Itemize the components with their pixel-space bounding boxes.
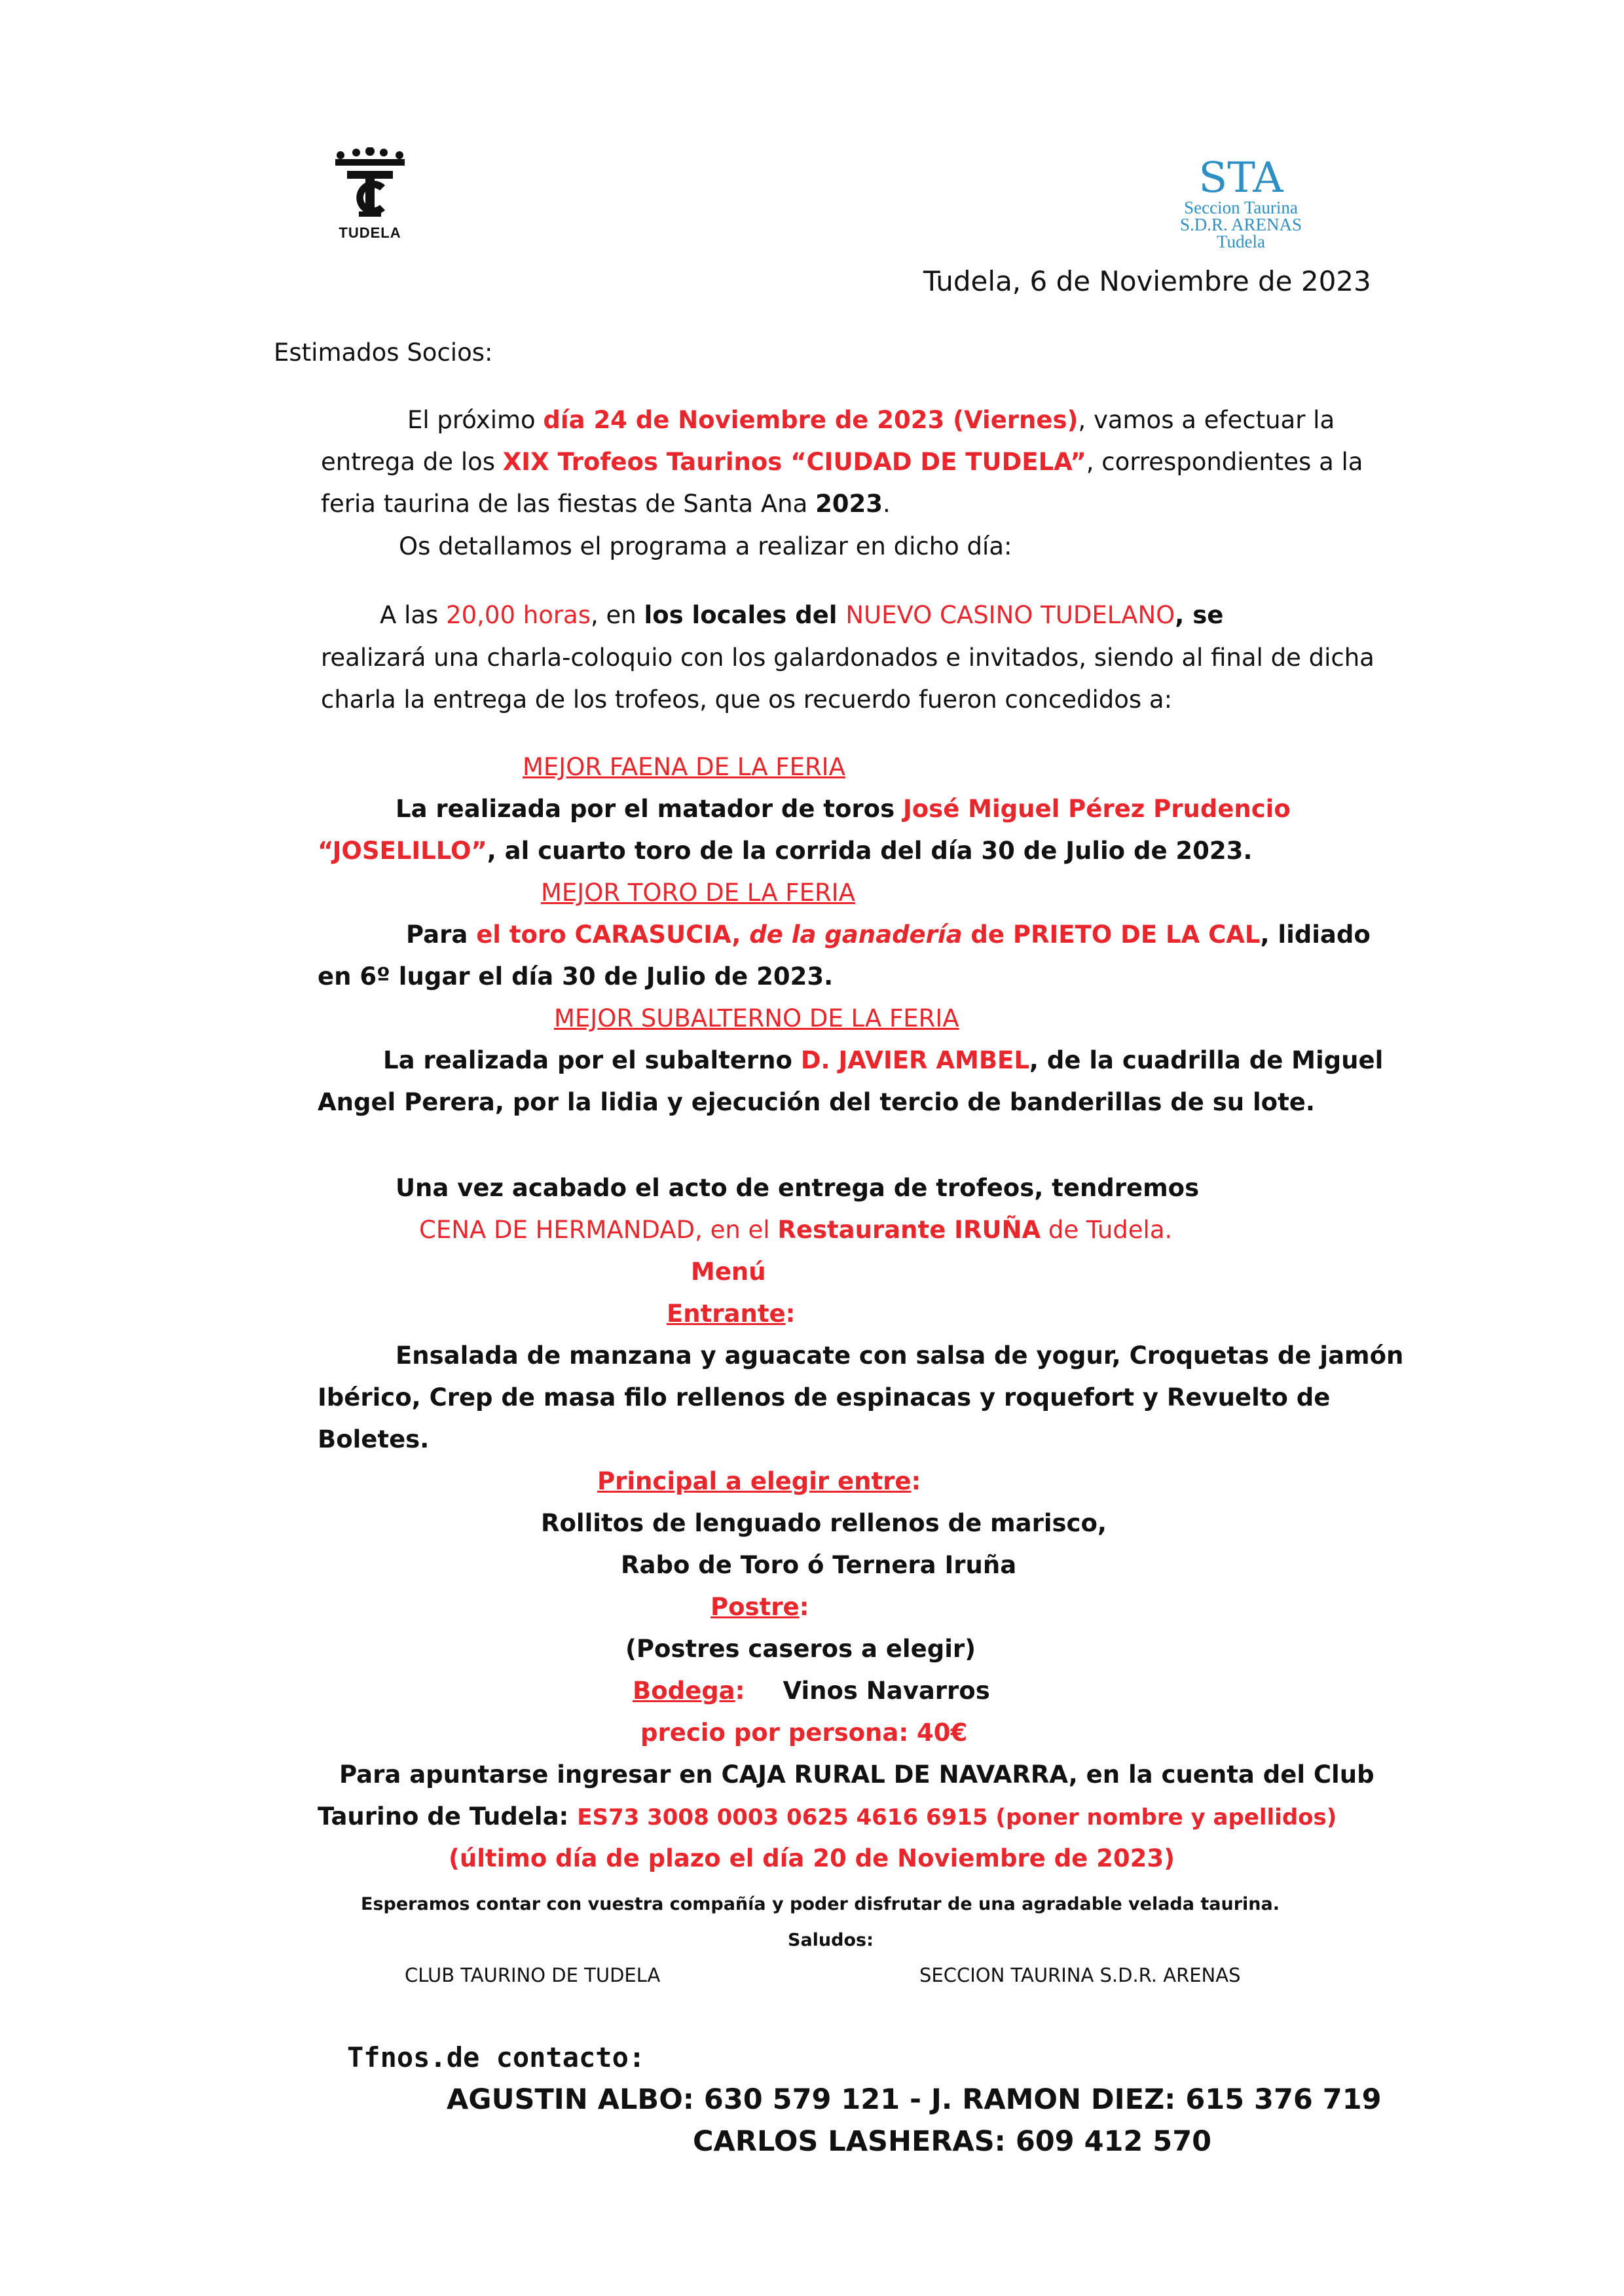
program-intro: Os detallamos el programa a realizar en dicho día: bbox=[399, 532, 1012, 560]
text-run: Taurino de Tudela: bbox=[318, 1802, 578, 1831]
text-run: los locales del bbox=[644, 601, 846, 629]
dinner-name: CENA DE HERMANDAD, en el bbox=[419, 1216, 778, 1244]
bull-name: el toro CARASUCIA bbox=[476, 920, 732, 949]
menu-title: Menú bbox=[691, 1258, 766, 1286]
dinner-intro: Una vez acabado el acto de entrega de trofeos, tendremos bbox=[396, 1174, 1200, 1202]
award-toro-line-2: en 6º lugar el día 30 de Julio de 2023. bbox=[318, 962, 834, 991]
text-run: , lidiado bbox=[1260, 920, 1371, 949]
trophy-name: XIX Trofeos Taurinos “CIUDAD DE TUDELA” bbox=[502, 448, 1086, 476]
intro-line-2 bbox=[321, 448, 1363, 476]
award-subalterno-title: MEJOR SUBALTERNO DE LA FERIA bbox=[554, 1004, 959, 1032]
crown-tc-icon bbox=[327, 147, 413, 219]
award-faena-line-2 bbox=[318, 837, 1252, 865]
menu-postre-heading bbox=[710, 1593, 809, 1621]
venue-name: NUEVO CASINO TUDELANO bbox=[845, 601, 1175, 629]
text-run: feria taurina de las fiestas de Santa Ana bbox=[321, 490, 816, 518]
principal-label: Principal a elegir entre bbox=[597, 1467, 912, 1495]
text-run: , correspondientes a la bbox=[1086, 448, 1363, 476]
principal-line-1: Rollitos de lenguado rellenos de marisco, bbox=[541, 1509, 1107, 1537]
text-run: Para bbox=[406, 920, 477, 949]
text-run: La realizada por el matador de toros bbox=[396, 795, 903, 823]
price-line: precio por persona: 40€ bbox=[640, 1719, 968, 1747]
postre-label: Postre bbox=[710, 1593, 800, 1621]
sta-logo-line1: Seccion Taurina bbox=[1184, 198, 1298, 217]
entrante-line-3: Boletes. bbox=[318, 1425, 430, 1453]
payment-line-1: Para apuntarse ingresar en CAJA RURAL DE NAVARRA, en la cuenta del Club bbox=[339, 1760, 1375, 1789]
postre-line: (Postres caseros a elegir) bbox=[625, 1635, 976, 1663]
text-run: , en bbox=[591, 601, 644, 629]
subalterno-name: D. JAVIER AMBEL bbox=[800, 1046, 1029, 1074]
menu-bodega-line bbox=[633, 1677, 990, 1705]
bodega-value: Vinos Navarros bbox=[783, 1677, 990, 1705]
venue-line-2: realizará una charla-coloquio con los galardonados e invitados, siendo al final de dicha bbox=[321, 644, 1375, 672]
ranch-name: de PRIETO DE LA CAL bbox=[962, 920, 1261, 949]
contact-title: Tfnos.de contacto: bbox=[347, 2041, 646, 2073]
venue-line-1 bbox=[380, 601, 1223, 629]
text-run: La realizada por el subalterno bbox=[383, 1046, 801, 1074]
text-run: : bbox=[799, 1593, 809, 1621]
tudela-logo-caption: TUDELA bbox=[339, 225, 401, 241]
intro-line-3 bbox=[321, 490, 891, 518]
saludos: Saludos: bbox=[788, 1930, 874, 1950]
text-run: , se bbox=[1175, 601, 1224, 629]
text-run: de la ganadería bbox=[749, 920, 963, 949]
text-run: : bbox=[785, 1300, 796, 1328]
sta-logo-line3: Tudela bbox=[1216, 232, 1265, 251]
entrante-line-2: Ibérico, Crep de masa filo rellenos de espinacas y roquefort y Revuelto de bbox=[318, 1383, 1331, 1412]
text-run: , vamos a efectuar la bbox=[1078, 406, 1335, 434]
tudela-logo bbox=[327, 147, 413, 242]
text-run: A las bbox=[380, 601, 447, 629]
text-run: de Tudela. bbox=[1041, 1216, 1173, 1244]
signature-left: CLUB TAURINO DE TUDELA bbox=[405, 1964, 661, 1986]
contact-line-2: CARLOS LASHERAS: 609 412 570 bbox=[693, 2125, 1212, 2158]
matador-alias: “JOSELILLO” bbox=[318, 837, 487, 865]
text-run: El próximo bbox=[407, 406, 544, 434]
award-subalterno-line-1 bbox=[383, 1046, 1383, 1074]
matador-name: José Miguel Pérez Prudencio bbox=[902, 795, 1291, 823]
greeting: Estimados Socios: bbox=[274, 338, 493, 367]
signature-right: SECCION TAURINA S.D.R. ARENAS bbox=[919, 1964, 1241, 1986]
bodega-label: Bodega bbox=[633, 1677, 735, 1705]
text-run: , de la cuadrilla de Miguel bbox=[1029, 1046, 1384, 1074]
award-subalterno-line-2: Angel Perera, por la lidia y ejecución del tercio de banderillas de su lote. bbox=[318, 1088, 1315, 1116]
restaurant-name: Restaurante IRUÑA bbox=[777, 1216, 1041, 1244]
text-run: entrega de los bbox=[321, 448, 503, 476]
award-faena-line-1 bbox=[396, 795, 1291, 823]
sta-logo bbox=[1162, 154, 1320, 251]
text-run: . bbox=[883, 490, 891, 518]
sta-logo-mark: STA bbox=[1198, 154, 1283, 202]
iban: ES73 3008 0003 0625 4616 6915 bbox=[577, 1804, 988, 1831]
payment-line-2 bbox=[318, 1802, 1337, 1831]
entrante-line-1: Ensalada de manzana y aguacate con salsa de yogur, Croquetas de jamón bbox=[396, 1341, 1404, 1370]
contact-line-1: AGUSTIN ALBO: 630 579 121 - J. RAMON DIEZ: 615 376 719 bbox=[447, 2083, 1382, 2116]
text-run: : bbox=[911, 1467, 921, 1495]
principal-line-2: Rabo de Toro ó Ternera Iruña bbox=[621, 1551, 1017, 1579]
text-run: , al cuarto toro de la corrida del día 30 de Julio de 2023. bbox=[487, 837, 1253, 865]
award-toro-line-1 bbox=[406, 920, 1371, 949]
event-date: día 24 de Noviembre de 2023 (Viernes) bbox=[543, 406, 1079, 434]
menu-principal-heading bbox=[597, 1467, 921, 1495]
sta-logo-line2: S.D.R. ARENAS bbox=[1179, 215, 1302, 234]
closing-line: Esperamos contar con vuestra compañía y poder disfrutar de una agradable velada taurina. bbox=[361, 1894, 1280, 1914]
year: 2023 bbox=[815, 490, 883, 518]
deadline-line: (último día de plazo el día 20 de Noviembre de 2023) bbox=[449, 1844, 1175, 1872]
venue-line-3: charla la entrega de los trofeos, que os recuerdo fueron concedidos a: bbox=[321, 685, 1173, 714]
entrante-label: Entrante bbox=[667, 1300, 786, 1328]
menu-entrante-heading bbox=[667, 1300, 795, 1328]
letter-date: Tudela, 6 de Noviembre de 2023 bbox=[923, 265, 1371, 297]
event-time: 20,00 horas bbox=[446, 601, 591, 629]
intro-line-1 bbox=[407, 406, 1335, 434]
text-run: , bbox=[731, 920, 750, 949]
dinner-line bbox=[419, 1216, 1172, 1244]
award-faena-title: MEJOR FAENA DE LA FERIA bbox=[523, 753, 845, 781]
text-run: (poner nombre y apellidos) bbox=[987, 1804, 1337, 1831]
award-toro-title: MEJOR TORO DE LA FERIA bbox=[541, 879, 855, 907]
text-run: : bbox=[735, 1677, 745, 1705]
